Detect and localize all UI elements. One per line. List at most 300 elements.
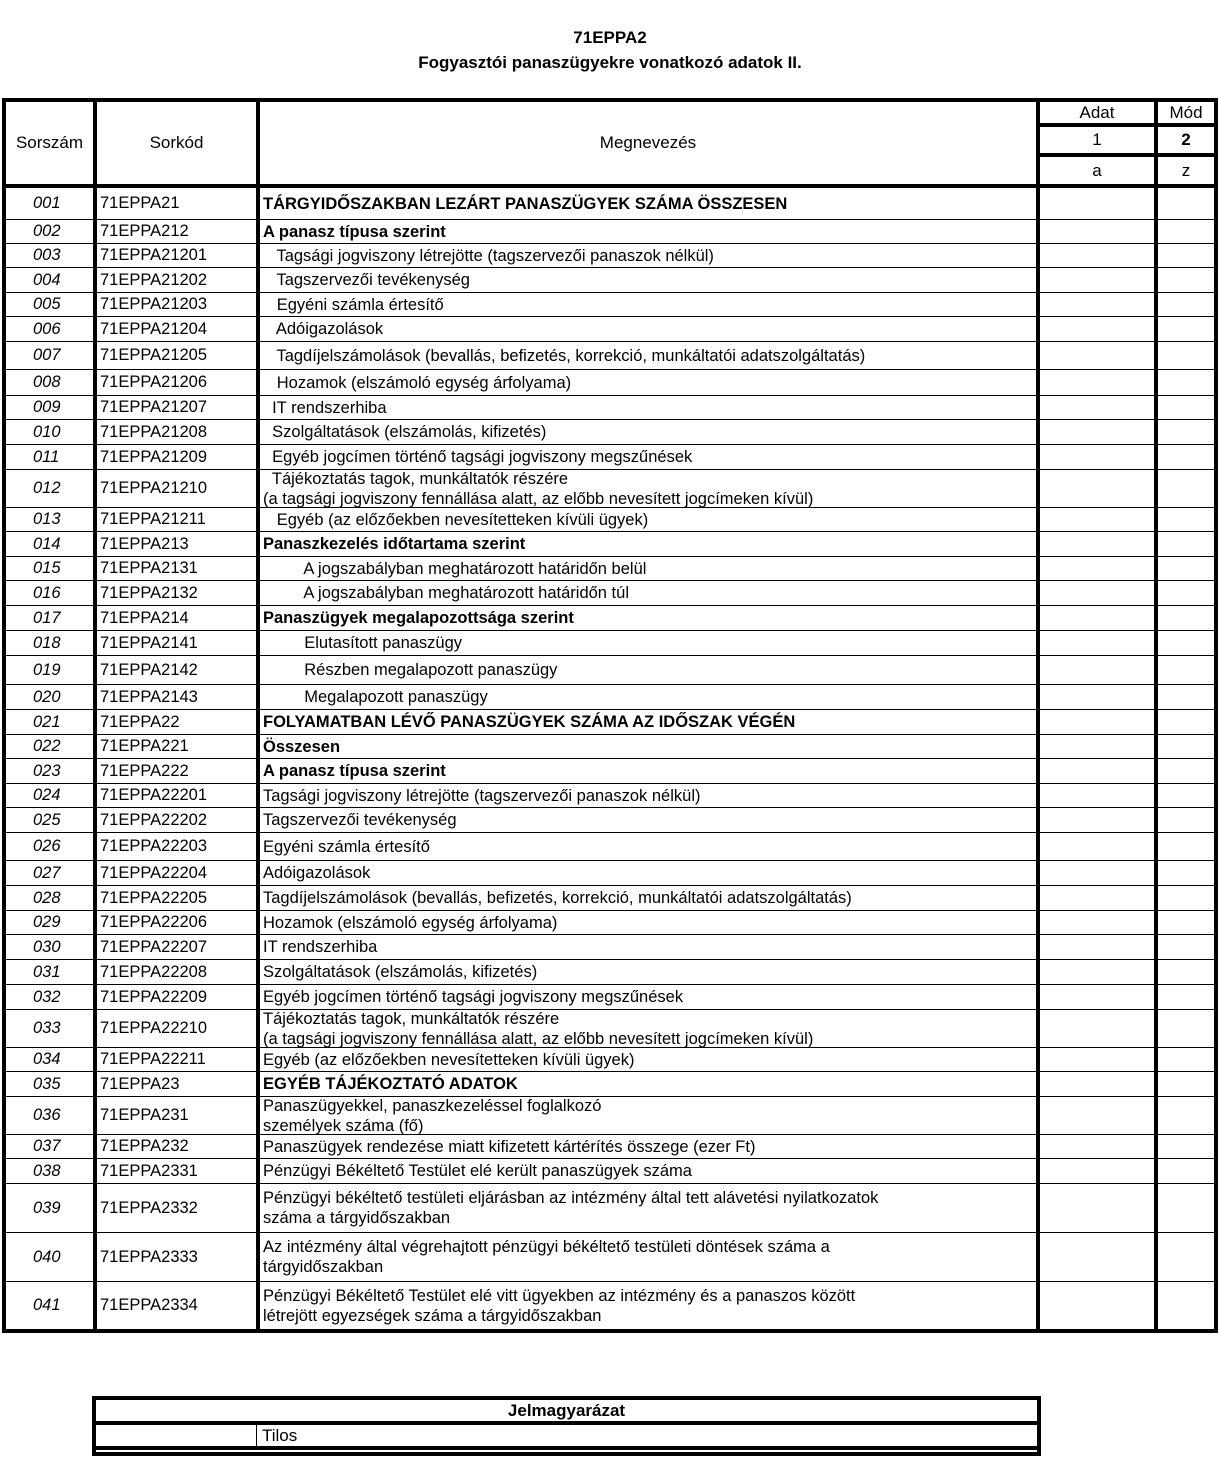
row-mod-cell[interactable] bbox=[1158, 445, 1214, 469]
row-megnevezes-line: Panaszügyek megalapozottsága szerint bbox=[263, 609, 574, 627]
row-megnevezes-line: Tagszervezői tevékenység bbox=[263, 811, 457, 829]
table-row bbox=[6, 470, 1214, 508]
row-sorszam: 001 bbox=[6, 188, 97, 219]
row-sorkod: 71EPPA21211 bbox=[97, 508, 260, 531]
row-adat-cell[interactable] bbox=[1040, 784, 1158, 807]
row-megnevezes-line: Panaszügyekkel, panaszkezeléssel foglalkozó bbox=[263, 1097, 602, 1115]
table-row bbox=[6, 1282, 1214, 1329]
table-row bbox=[6, 581, 1214, 606]
table-row bbox=[6, 710, 1214, 735]
row-sorszam: 007 bbox=[6, 342, 97, 369]
row-sorkod: 71EPPA21206 bbox=[97, 370, 260, 395]
row-sorkod: 71EPPA2331 bbox=[97, 1159, 260, 1183]
row-megnevezes-line: Panaszkezelés időtartama szerint bbox=[263, 535, 526, 553]
row-megnevezes-line: IT rendszerhiba bbox=[263, 398, 387, 417]
row-sorszam: 016 bbox=[6, 581, 97, 605]
table-body bbox=[6, 188, 1214, 1329]
row-megnevezes bbox=[260, 1184, 1040, 1232]
row-adat-cell[interactable] bbox=[1040, 370, 1158, 395]
row-megnevezes bbox=[260, 1233, 1040, 1281]
row-adat-cell[interactable] bbox=[1040, 1048, 1158, 1071]
row-adat-cell[interactable] bbox=[1040, 420, 1158, 444]
row-sorkod: 71EPPA21201 bbox=[97, 244, 260, 267]
row-megnevezes-line: A panasz típusa szerint bbox=[263, 222, 446, 241]
row-megnevezes bbox=[260, 1048, 1040, 1071]
row-sorszam: 013 bbox=[6, 508, 97, 531]
row-sorkod: 71EPPA214 bbox=[97, 606, 260, 630]
row-megnevezes-line: Adóigazolások bbox=[263, 320, 384, 338]
row-mod-cell[interactable] bbox=[1158, 532, 1214, 556]
row-adat-cell[interactable] bbox=[1040, 581, 1158, 605]
form-subtitle: Fogyasztói panaszügyekre vonatkozó adatok II. bbox=[418, 53, 802, 72]
row-adat-cell[interactable] bbox=[1040, 508, 1158, 531]
row-megnevezes-line: Egyéb (az előzőekben nevesítetteken kívüli ügyek) bbox=[263, 510, 649, 529]
row-sorszam: 027 bbox=[6, 861, 97, 885]
row-sorkod: 71EPPA2333 bbox=[97, 1233, 260, 1281]
row-sorkod: 71EPPA22 bbox=[97, 710, 260, 734]
row-mod-cell[interactable] bbox=[1158, 396, 1214, 419]
header-mod-letter: z bbox=[1181, 160, 1191, 180]
table-row bbox=[6, 244, 1214, 268]
row-megnevezes bbox=[260, 886, 1040, 910]
row-sorkod: 71EPPA2132 bbox=[97, 581, 260, 605]
row-sorszam: 026 bbox=[6, 833, 97, 860]
row-sorkod: 71EPPA21204 bbox=[97, 317, 260, 341]
row-megnevezes bbox=[260, 1097, 1040, 1134]
row-sorszam: 031 bbox=[6, 960, 97, 984]
row-adat-cell[interactable] bbox=[1040, 317, 1158, 341]
row-sorszam: 038 bbox=[6, 1159, 97, 1183]
row-adat-cell[interactable] bbox=[1040, 220, 1158, 243]
row-sorkod: 71EPPA21208 bbox=[97, 420, 260, 444]
row-sorszam: 011 bbox=[6, 445, 97, 469]
row-sorkod: 71EPPA21205 bbox=[97, 342, 260, 369]
row-megnevezes-line: tárgyidőszakban bbox=[263, 1258, 384, 1276]
row-mod-cell[interactable] bbox=[1158, 631, 1214, 655]
row-megnevezes-line: Szolgáltatások (elszámolás, kifizetés) bbox=[263, 963, 538, 981]
row-megnevezes bbox=[260, 784, 1040, 807]
row-adat-cell[interactable] bbox=[1040, 470, 1158, 507]
row-sorkod: 71EPPA22206 bbox=[97, 911, 260, 934]
row-megnevezes-line: Pénzügyi békéltető testületi eljárásban az intézmény által tett alávetési nyilatkozatok bbox=[263, 1189, 879, 1207]
row-megnevezes-line: A jogszabályban meghatározott határidőn túl bbox=[263, 584, 629, 602]
row-megnevezes bbox=[260, 1010, 1040, 1047]
row-mod-cell[interactable] bbox=[1158, 188, 1214, 219]
row-sorszam: 017 bbox=[6, 606, 97, 630]
row-adat-cell[interactable] bbox=[1040, 710, 1158, 734]
row-sorszam: 009 bbox=[6, 396, 97, 419]
row-adat-cell[interactable] bbox=[1040, 445, 1158, 469]
header-sorszam: Sorszám bbox=[6, 102, 97, 184]
table-row bbox=[6, 935, 1214, 960]
table-row bbox=[6, 1048, 1214, 1072]
row-adat-cell[interactable] bbox=[1040, 1233, 1158, 1281]
row-mod-cell[interactable] bbox=[1158, 833, 1214, 860]
row-mod-cell[interactable] bbox=[1158, 1184, 1214, 1232]
row-adat-cell[interactable] bbox=[1040, 532, 1158, 556]
row-megnevezes bbox=[260, 1159, 1040, 1183]
row-sorkod: 71EPPA2131 bbox=[97, 557, 260, 580]
row-adat-cell[interactable] bbox=[1040, 1097, 1158, 1134]
legend-row bbox=[96, 1425, 1037, 1452]
row-sorkod: 71EPPA22208 bbox=[97, 960, 260, 984]
row-mod-cell[interactable] bbox=[1158, 656, 1214, 684]
row-adat-cell[interactable] bbox=[1040, 935, 1158, 959]
row-megnevezes bbox=[260, 735, 1040, 758]
row-sorkod: 71EPPA221 bbox=[97, 735, 260, 758]
row-sorkod: 71EPPA232 bbox=[97, 1135, 260, 1158]
row-megnevezes-line: FOLYAMATBAN LÉVŐ PANASZÜGYEK SZÁMA AZ IDŐSZAK VÉGÉN bbox=[263, 713, 796, 731]
table-row bbox=[6, 268, 1214, 293]
row-megnevezes bbox=[260, 420, 1040, 444]
row-megnevezes-line: Tagdíjelszámolások (bevallás, befizetés, korrekció, munkáltatói adatszolgáltatás) bbox=[263, 889, 852, 907]
row-sorkod: 71EPPA22202 bbox=[97, 808, 260, 832]
row-sorkod: 71EPPA2141 bbox=[97, 631, 260, 655]
row-mod-cell[interactable] bbox=[1158, 759, 1214, 783]
row-mod-cell[interactable] bbox=[1158, 1072, 1214, 1096]
row-mod-cell[interactable] bbox=[1158, 1233, 1214, 1281]
row-adat-cell[interactable] bbox=[1040, 1282, 1158, 1329]
row-sorkod: 71EPPA22210 bbox=[97, 1010, 260, 1047]
row-adat-cell[interactable] bbox=[1040, 911, 1158, 934]
table-row bbox=[6, 1010, 1214, 1048]
row-adat-cell[interactable] bbox=[1040, 1072, 1158, 1096]
table-row bbox=[6, 396, 1214, 420]
row-megnevezes-line: Egyéb jogcímen történő tagsági jogviszony megszűnések bbox=[263, 448, 693, 466]
row-megnevezes bbox=[260, 1282, 1040, 1329]
row-mod-cell[interactable] bbox=[1158, 220, 1214, 243]
row-adat-cell[interactable] bbox=[1040, 861, 1158, 885]
row-sorkod: 71EPPA21 bbox=[97, 188, 260, 219]
row-mod-cell[interactable] bbox=[1158, 935, 1214, 959]
row-megnevezes bbox=[260, 985, 1040, 1009]
row-megnevezes-line: Tagsági jogviszony létrejötte (tagszervezői panaszok nélkül) bbox=[263, 246, 714, 265]
header-mod-column-number: 2 bbox=[1158, 127, 1214, 157]
row-megnevezes bbox=[260, 656, 1040, 684]
row-sorszam: 021 bbox=[6, 710, 97, 734]
row-adat-cell[interactable] bbox=[1040, 685, 1158, 709]
table-row bbox=[6, 656, 1214, 685]
row-mod-cell[interactable] bbox=[1158, 1135, 1214, 1158]
legend-title: Jelmagyarázat bbox=[96, 1400, 1037, 1425]
row-sorszam: 022 bbox=[6, 735, 97, 758]
table-row bbox=[6, 960, 1214, 985]
row-megnevezes-line: létrejött egyezségek száma a tárgyidőszakban bbox=[263, 1306, 602, 1325]
row-mod-cell[interactable] bbox=[1158, 1159, 1214, 1183]
table-row bbox=[6, 342, 1214, 370]
row-adat-cell[interactable] bbox=[1040, 342, 1158, 369]
row-mod-cell[interactable] bbox=[1158, 557, 1214, 580]
row-adat-cell[interactable] bbox=[1040, 1184, 1158, 1232]
header-adat-column-number: 1 bbox=[1040, 127, 1158, 157]
row-sorkod: 71EPPA22205 bbox=[97, 886, 260, 910]
row-megnevezes bbox=[260, 532, 1040, 556]
row-mod-cell[interactable] bbox=[1158, 317, 1214, 341]
row-megnevezes bbox=[260, 220, 1040, 243]
row-sorkod: 71EPPA22203 bbox=[97, 833, 260, 860]
row-sorszam: 029 bbox=[6, 911, 97, 934]
row-sorkod: 71EPPA213 bbox=[97, 532, 260, 556]
row-adat-cell[interactable] bbox=[1040, 1135, 1158, 1158]
row-megnevezes-line: Hozamok (elszámoló egység árfolyama) bbox=[263, 373, 572, 392]
row-sorszam: 032 bbox=[6, 985, 97, 1009]
row-megnevezes bbox=[260, 244, 1040, 267]
row-mod-cell[interactable] bbox=[1158, 581, 1214, 605]
table-row bbox=[6, 833, 1214, 861]
row-adat-cell[interactable] bbox=[1040, 396, 1158, 419]
row-sorkod: 71EPPA21203 bbox=[97, 293, 260, 316]
row-mod-cell[interactable] bbox=[1158, 244, 1214, 267]
row-megnevezes bbox=[260, 445, 1040, 469]
row-megnevezes-line: Tájékoztatás tagok, munkáltatók részére bbox=[263, 470, 569, 488]
row-sorkod: 71EPPA22201 bbox=[97, 784, 260, 807]
table-row bbox=[6, 532, 1214, 557]
row-megnevezes bbox=[260, 188, 1040, 219]
table-row bbox=[6, 911, 1214, 935]
table-row bbox=[6, 1233, 1214, 1282]
row-mod-cell[interactable] bbox=[1158, 1010, 1214, 1047]
row-mod-cell[interactable] bbox=[1158, 1097, 1214, 1134]
table-header bbox=[6, 102, 1214, 188]
header-adat: Adat bbox=[1040, 102, 1158, 127]
row-sorkod: 71EPPA222 bbox=[97, 759, 260, 783]
row-sorkod: 71EPPA2143 bbox=[97, 685, 260, 709]
header-mod: Mód bbox=[1158, 102, 1214, 127]
row-sorszam: 020 bbox=[6, 685, 97, 709]
row-sorszam: 041 bbox=[6, 1282, 97, 1329]
row-mod-cell[interactable] bbox=[1158, 420, 1214, 444]
row-adat-cell[interactable] bbox=[1040, 1010, 1158, 1047]
row-mod-cell[interactable] bbox=[1158, 470, 1214, 507]
row-mod-cell[interactable] bbox=[1158, 685, 1214, 709]
row-sorszam: 005 bbox=[6, 293, 97, 316]
row-megnevezes bbox=[260, 268, 1040, 292]
row-megnevezes bbox=[260, 342, 1040, 369]
row-megnevezes-line: Egyéni számla értesítő bbox=[263, 837, 430, 856]
row-megnevezes bbox=[260, 370, 1040, 395]
legend-item-label: Tilos bbox=[262, 1426, 298, 1445]
row-sorkod: 71EPPA21209 bbox=[97, 445, 260, 469]
table-row bbox=[6, 808, 1214, 833]
row-megnevezes-line: Tagsági jogviszony létrejötte (tagszervezői panaszok nélkül) bbox=[263, 786, 701, 805]
row-adat-cell[interactable] bbox=[1040, 960, 1158, 984]
row-megnevezes-line: Tájékoztatás tagok, munkáltatók részére bbox=[263, 1010, 560, 1028]
row-mod-cell[interactable] bbox=[1158, 735, 1214, 758]
row-mod-cell[interactable] bbox=[1158, 268, 1214, 292]
legend-swatch bbox=[96, 1425, 257, 1446]
row-sorszam: 025 bbox=[6, 808, 97, 832]
row-mod-cell[interactable] bbox=[1158, 960, 1214, 984]
table-row bbox=[6, 1097, 1214, 1135]
row-sorkod: 71EPPA2334 bbox=[97, 1282, 260, 1329]
row-sorkod: 71EPPA21210 bbox=[97, 470, 260, 507]
row-sorkod: 71EPPA22209 bbox=[97, 985, 260, 1009]
row-mod-cell[interactable] bbox=[1158, 911, 1214, 934]
table-row bbox=[6, 420, 1214, 445]
row-sorszam: 006 bbox=[6, 317, 97, 341]
row-megnevezes-line: Tagszervezői tevékenység bbox=[263, 271, 470, 289]
table-row bbox=[6, 1159, 1214, 1184]
row-megnevezes bbox=[260, 808, 1040, 832]
row-adat-cell[interactable] bbox=[1040, 833, 1158, 860]
row-sorszam: 040 bbox=[6, 1233, 97, 1281]
row-sorkod: 71EPPA2142 bbox=[97, 656, 260, 684]
row-adat-cell[interactable] bbox=[1040, 1159, 1158, 1183]
row-sorszam: 003 bbox=[6, 244, 97, 267]
table-row bbox=[6, 1184, 1214, 1233]
row-sorszam: 024 bbox=[6, 784, 97, 807]
legend-rule bbox=[96, 1446, 1037, 1450]
row-megnevezes bbox=[260, 759, 1040, 783]
table-row bbox=[6, 293, 1214, 317]
row-adat-cell[interactable] bbox=[1040, 293, 1158, 316]
row-mod-cell[interactable] bbox=[1158, 710, 1214, 734]
header-adat-letter: a bbox=[1040, 157, 1158, 184]
table-row bbox=[6, 1072, 1214, 1097]
row-megnevezes bbox=[260, 293, 1040, 316]
row-megnevezes bbox=[260, 581, 1040, 605]
table-row bbox=[6, 759, 1214, 784]
row-megnevezes bbox=[260, 317, 1040, 341]
row-sorszam: 030 bbox=[6, 935, 97, 959]
row-megnevezes-line: személyek száma (fő) bbox=[263, 1116, 424, 1134]
row-sorszam: 012 bbox=[6, 470, 97, 507]
row-megnevezes bbox=[260, 470, 1040, 507]
row-adat-cell[interactable] bbox=[1040, 268, 1158, 292]
row-megnevezes-line: Tagdíjelszámolások (bevallás, befizetés, korrekció, munkáltatói adatszolgáltatás) bbox=[263, 346, 866, 365]
row-megnevezes-line: TÁRGYIDŐSZAKBAN LEZÁRT PANASZÜGYEK SZÁMA ÖSSZESEN bbox=[263, 194, 788, 213]
table-row bbox=[6, 784, 1214, 808]
row-megnevezes-line: Egyéb jogcímen történő tagsági jogviszony megszűnések bbox=[263, 988, 684, 1006]
row-sorkod: 71EPPA22204 bbox=[97, 861, 260, 885]
row-sorkod: 71EPPA21202 bbox=[97, 268, 260, 292]
row-megnevezes-line: (a tagsági jogviszony fennállása alatt, az előbb nevesített jogcímeken kívül) bbox=[263, 1029, 814, 1047]
row-megnevezes-line: A jogszabályban meghatározott határidőn belül bbox=[263, 559, 647, 578]
row-adat-cell[interactable] bbox=[1040, 656, 1158, 684]
row-megnevezes bbox=[260, 396, 1040, 419]
row-megnevezes-line: (a tagsági jogviszony fennállása alatt, az előbb nevesített jogcímeken kívül) bbox=[263, 489, 814, 507]
row-megnevezes bbox=[260, 606, 1040, 630]
row-sorszam: 033 bbox=[6, 1010, 97, 1047]
row-megnevezes-line: Adóigazolások bbox=[263, 864, 371, 882]
row-adat-cell[interactable] bbox=[1040, 759, 1158, 783]
row-sorszam: 036 bbox=[6, 1097, 97, 1134]
row-megnevezes bbox=[260, 557, 1040, 580]
row-mod-cell[interactable] bbox=[1158, 1282, 1214, 1329]
row-megnevezes-line: Megalapozott panaszügy bbox=[263, 688, 488, 706]
header-megnevezes: Megnevezés bbox=[260, 102, 1040, 184]
table-row bbox=[6, 886, 1214, 911]
row-mod-cell[interactable] bbox=[1158, 342, 1214, 369]
form-code-title: 71EPPA2 bbox=[573, 28, 647, 47]
row-sorkod: 71EPPA231 bbox=[97, 1097, 260, 1134]
table-row bbox=[6, 631, 1214, 656]
row-sorszam: 028 bbox=[6, 886, 97, 910]
row-adat-cell[interactable] bbox=[1040, 735, 1158, 758]
table-row bbox=[6, 735, 1214, 759]
row-sorkod: 71EPPA212 bbox=[97, 220, 260, 243]
row-adat-cell[interactable] bbox=[1040, 985, 1158, 1009]
row-sorszam: 023 bbox=[6, 759, 97, 783]
row-sorszam: 037 bbox=[6, 1135, 97, 1158]
row-adat-cell[interactable] bbox=[1040, 557, 1158, 580]
table-row bbox=[6, 370, 1214, 396]
row-sorkod: 71EPPA22211 bbox=[97, 1048, 260, 1071]
row-megnevezes-line: Panaszügyek rendezése miatt kifizetett kártérítés összege (ezer Ft) bbox=[263, 1137, 756, 1156]
table-row bbox=[6, 1135, 1214, 1159]
row-adat-cell[interactable] bbox=[1040, 244, 1158, 267]
row-sorszam: 002 bbox=[6, 220, 97, 243]
table-row bbox=[6, 445, 1214, 470]
row-adat-cell[interactable] bbox=[1040, 808, 1158, 832]
row-adat-cell[interactable] bbox=[1040, 631, 1158, 655]
row-mod-cell[interactable] bbox=[1158, 606, 1214, 630]
row-adat-cell[interactable] bbox=[1040, 886, 1158, 910]
table-row bbox=[6, 317, 1214, 342]
row-megnevezes bbox=[260, 508, 1040, 531]
row-sorszam: 008 bbox=[6, 370, 97, 395]
table-row bbox=[6, 557, 1214, 581]
table-row bbox=[6, 985, 1214, 1010]
row-mod-cell[interactable] bbox=[1158, 886, 1214, 910]
row-megnevezes-line: A panasz típusa szerint bbox=[263, 762, 446, 780]
row-sorszam: 010 bbox=[6, 420, 97, 444]
header-sorkod: Sorkód bbox=[97, 102, 260, 184]
row-sorszam: 039 bbox=[6, 1184, 97, 1232]
row-mod-cell[interactable] bbox=[1158, 861, 1214, 885]
row-megnevezes bbox=[260, 685, 1040, 709]
row-megnevezes-line: Egyéni számla értesítő bbox=[263, 295, 444, 314]
row-megnevezes-line: Szolgáltatások (elszámolás, kifizetés) bbox=[263, 423, 547, 441]
row-megnevezes bbox=[260, 833, 1040, 860]
data-table bbox=[2, 98, 1218, 1333]
row-megnevezes-line: Hozamok (elszámoló egység árfolyama) bbox=[263, 913, 558, 932]
row-sorszam: 019 bbox=[6, 656, 97, 684]
row-megnevezes-line: száma a tárgyidőszakban bbox=[263, 1209, 451, 1227]
row-megnevezes-line: IT rendszerhiba bbox=[263, 938, 378, 956]
row-megnevezes bbox=[260, 960, 1040, 984]
row-megnevezes bbox=[260, 631, 1040, 655]
row-megnevezes-line: Pénzügyi Békéltető Testület elé került panaszügyek száma bbox=[263, 1162, 692, 1180]
row-megnevezes bbox=[260, 911, 1040, 934]
row-mod-cell[interactable] bbox=[1158, 985, 1214, 1009]
row-adat-cell[interactable] bbox=[1040, 606, 1158, 630]
row-mod-cell[interactable] bbox=[1158, 808, 1214, 832]
row-megnevezes bbox=[260, 710, 1040, 734]
row-megnevezes-line: Egyéb (az előzőekben nevesítetteken kívüli ügyek) bbox=[263, 1050, 635, 1069]
row-mod-cell[interactable] bbox=[1158, 1048, 1214, 1071]
row-mod-cell[interactable] bbox=[1158, 508, 1214, 531]
row-sorszam: 035 bbox=[6, 1072, 97, 1096]
row-sorkod: 71EPPA2332 bbox=[97, 1184, 260, 1232]
row-adat-cell[interactable] bbox=[1040, 188, 1158, 219]
table-row bbox=[6, 188, 1214, 220]
row-sorkod: 71EPPA23 bbox=[97, 1072, 260, 1096]
row-megnevezes-line: Az intézmény által végrehajtott pénzügyi békéltető testületi döntések száma a bbox=[263, 1238, 830, 1256]
row-megnevezes-line: EGYÉB TÁJÉKOZTATÓ ADATOK bbox=[263, 1075, 518, 1093]
row-mod-cell[interactable] bbox=[1158, 370, 1214, 395]
row-megnevezes bbox=[260, 861, 1040, 885]
table-row bbox=[6, 220, 1214, 244]
row-mod-cell[interactable] bbox=[1158, 784, 1214, 807]
row-mod-cell[interactable] bbox=[1158, 293, 1214, 316]
row-sorszam: 015 bbox=[6, 557, 97, 580]
row-sorkod: 71EPPA22207 bbox=[97, 935, 260, 959]
table-row bbox=[6, 685, 1214, 710]
row-megnevezes-line: Összesen bbox=[263, 737, 341, 756]
row-megnevezes-line: Elutasított panaszügy bbox=[263, 634, 463, 652]
table-row bbox=[6, 861, 1214, 886]
